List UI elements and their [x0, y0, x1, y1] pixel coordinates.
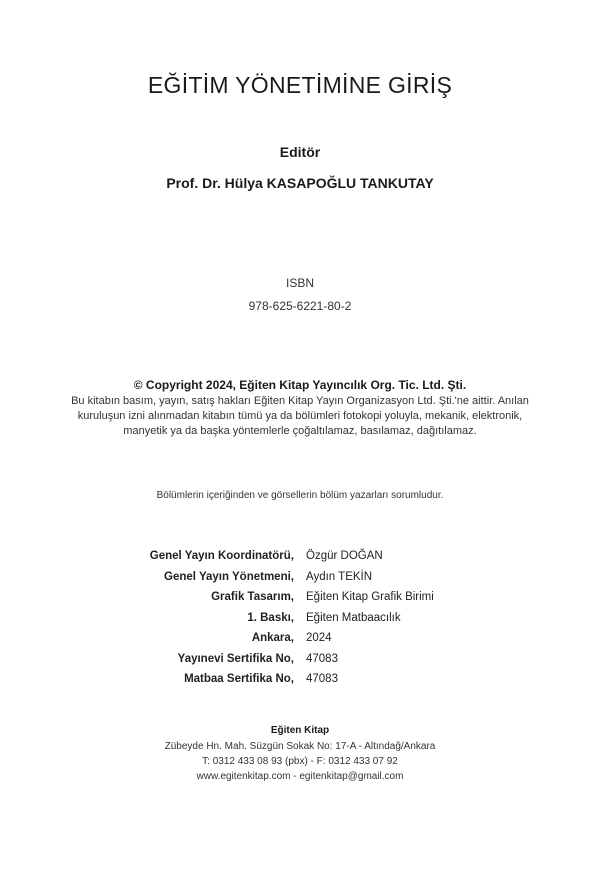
info-value: 47083: [306, 673, 338, 685]
publication-info-table: [0, 550, 600, 694]
responsibility-note: Bölümlerin içeriğinden ve görsellerin bölüm yazarları sorumludur.: [156, 490, 444, 501]
info-label: Genel Yayın Koordinatörü,: [149, 550, 294, 562]
editor-name: Prof. Dr. Hülya KASAPOĞLU TANKUTAY: [166, 175, 434, 191]
info-row: [0, 673, 600, 694]
isbn-label: ISBN: [285, 276, 314, 290]
copyright-line: © Copyright 2024, Eğiten Kitap Yayıncılık Org. Tic. Ltd. Şti.: [133, 378, 467, 392]
info-label: Ankara,: [251, 632, 294, 644]
info-value: Aydın TEKİN: [306, 570, 373, 583]
isbn-value: 978-625-6221-80-2: [248, 299, 352, 313]
info-row: [0, 571, 600, 592]
publisher-address: Zübeyde Hn. Mah. Süzgün Sokak No: 17-A - Altındağ/Ankara: [164, 741, 436, 752]
info-label: Yayınevi Sertifika No,: [177, 652, 294, 665]
info-row: [0, 632, 600, 653]
rights-text: Bu kitabın basım, yayın, satış hakları Eğiten Kitap Yayın Organizasyon Ltd. Şti.'ne aittir. Anılan kuruluşun izni alınmadan kitabın tümü ya da bölümleri fotokopi yoluyla, mekanik, elektronik, manyetik ya da başka yöntemlerle çoğaltılamaz, basılamaz, dağıtılamaz.: [71, 395, 529, 437]
info-value: Eğiten Kitap Grafik Birimi: [306, 591, 434, 603]
info-row: [0, 653, 600, 674]
info-value: Eğiten Matbaacılık: [306, 611, 401, 624]
info-label: Matbaa Sertifika No,: [184, 673, 294, 685]
info-label: Genel Yayın Yönetmeni,: [164, 570, 294, 583]
info-label: 1. Baskı,: [247, 611, 294, 624]
editor-label: Editör: [279, 144, 321, 160]
info-label: Grafik Tasarım,: [211, 591, 294, 603]
book-title: EĞİTİM YÖNETİMİNE GİRİŞ: [147, 72, 453, 98]
info-row: [0, 612, 600, 633]
publisher-phone: T: 0312 433 08 93 (pbx) - F: 0312 433 07 92: [202, 756, 398, 767]
info-row: [0, 591, 600, 612]
publisher-web: www.egitenkitap.com - egitenkitap@gmail.com: [196, 771, 404, 782]
info-value: 2024: [306, 632, 332, 644]
info-row: [0, 550, 600, 571]
info-value: Özgür DOĞAN: [306, 550, 383, 562]
publisher-name: Eğiten Kitap: [270, 725, 330, 736]
info-value: 47083: [306, 652, 338, 665]
